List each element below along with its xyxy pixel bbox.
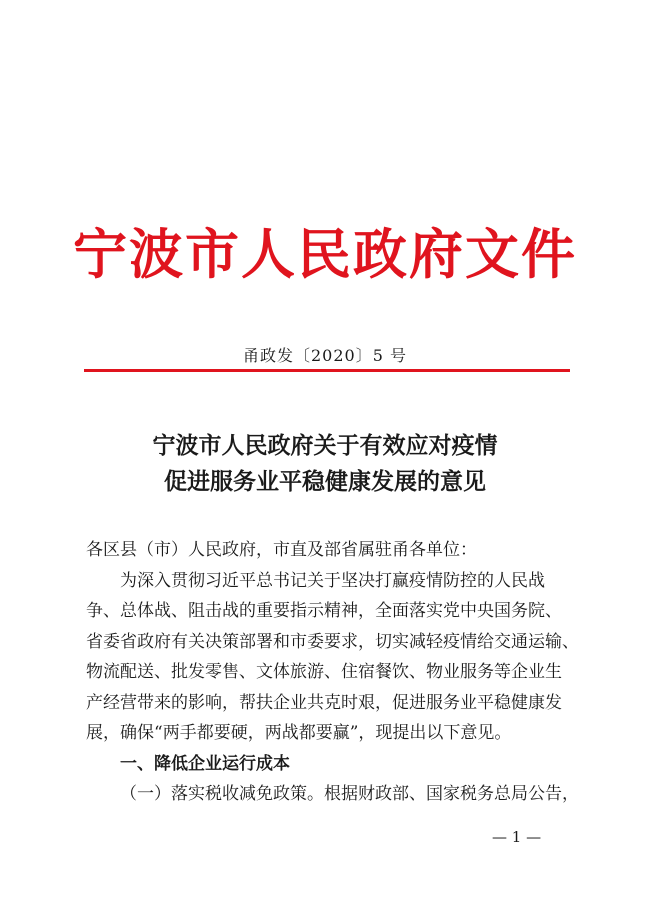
document-title-line: 宁波市人民政府关于有效应对疫情 — [152, 432, 498, 459]
section-heading: 一、降低企业运行成本 — [120, 753, 290, 774]
subsection-line: （一）落实税收减免政策。根据财政部、国家税务总局公告， — [120, 784, 579, 804]
paragraph-line: 争、总体战、阻击战的重要指示精神，全面落实党中央国务院、 — [86, 601, 562, 621]
red-separator-line — [84, 369, 570, 372]
document-title-line: 促进服务业平稳健康发展的意见 — [164, 468, 486, 495]
issuer-header-title: 宁波市人民政府文件 — [73, 223, 577, 286]
document-body — [86, 535, 579, 810]
document-number: 甬政发〔2020〕5 号 — [243, 346, 407, 365]
paragraph-line: 省委省政府有关决策部署和市委要求，切实减轻疫情给交通运输、 — [86, 631, 579, 652]
page-number: — 1 — — [492, 828, 542, 846]
paragraph-line: 产经营带来的影响，帮扶企业共克时艰，促进服务业平稳健康发 — [86, 692, 562, 713]
paragraph-line: 展，确保“两手都要硬，两战都要赢”，现提出以下意见。 — [86, 723, 512, 743]
paragraph-line: 为深入贯彻习近平总书记关于坚决打赢疫情防控的人民战 — [120, 570, 545, 591]
document-title — [0, 428, 650, 500]
salutation: 各区县（市）人民政府，市直及部省属驻甬各单位： — [86, 540, 477, 560]
paragraph-line: 物流配送、批发零售、文体旅游、住宿餐饮、物业服务等企业生 — [86, 662, 562, 682]
